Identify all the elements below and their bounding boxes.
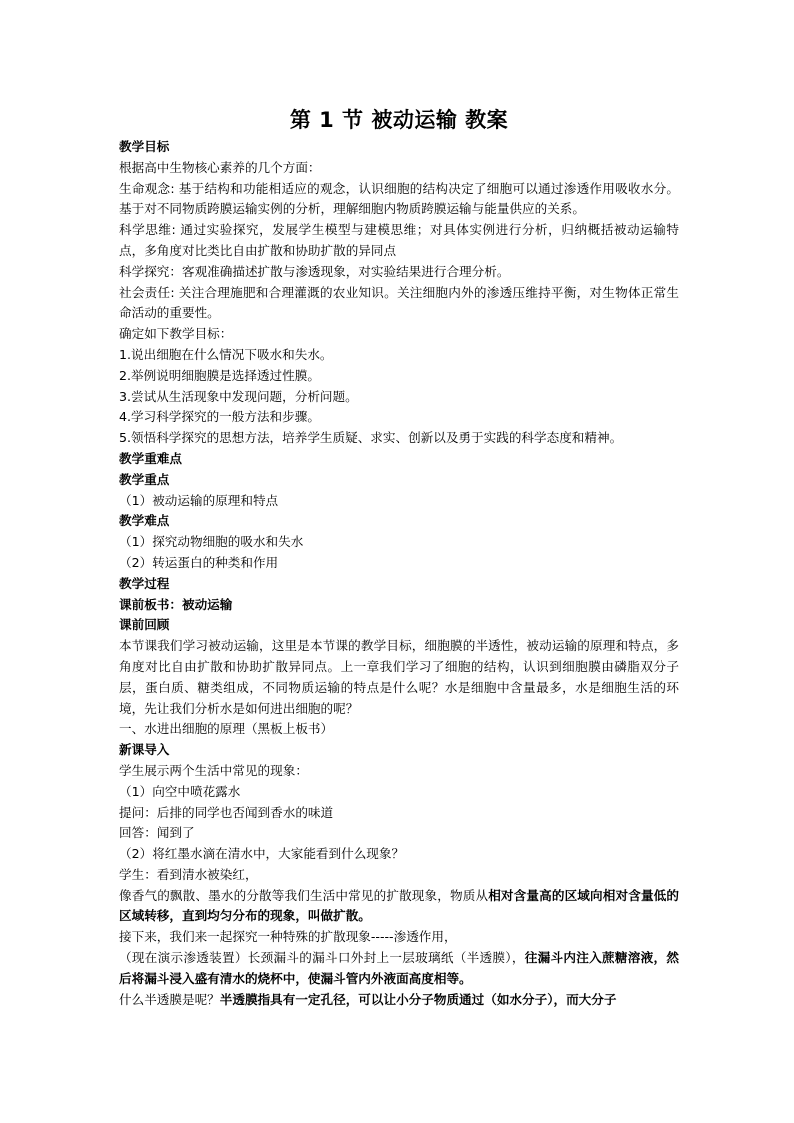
paragraph	[119, 948, 679, 990]
paragraph-text: 根据高中生物核心素养的几个方面：	[119, 159, 321, 175]
paragraph	[119, 283, 679, 325]
paragraph	[119, 823, 679, 844]
document-title: 第 1 节 被动运输 教案	[289, 108, 509, 132]
paragraph-text: （现在演示渗透装置）长颈漏斗的漏斗口外封上一层玻璃纸（半透膜），	[119, 950, 525, 966]
paragraph-text: 科学思维: 通过实验探究，发展学生模型与建模思维；对具体实例进行分析，归纳概括被动运输特点，多角度对比类比自由扩散和协助扩散的异同点	[119, 222, 679, 258]
paragraph-text: 4.学习科学探究的一般方法和步骤。	[119, 409, 320, 425]
paragraph-text: 接下来，我们来一起探究一种特殊的扩散现象-----渗透作用，	[119, 929, 457, 945]
paragraph	[119, 927, 679, 948]
paragraph-text: 学生：看到清水被染红，	[119, 866, 258, 882]
paragraph-text: 5.领悟科学探究的思想方法，培养学生质疑、求实、创新以及勇于实践的科学态度和精神。	[119, 430, 623, 446]
paragraph-text: 课前回顾	[119, 617, 170, 633]
paragraph	[119, 865, 679, 886]
paragraph-text: 确定如下教学目标：	[119, 326, 233, 342]
paragraph	[119, 407, 679, 428]
paragraph-text: 生命观念: 基于结构和功能相适应的观念，认识细胞的结构决定了细胞可以通过渗透作用吸收水分。基于对不同物质跨膜运输实例的分析，理解细胞内物质跨膜运输与能量供应的关系。	[119, 180, 679, 217]
paragraph	[119, 990, 679, 1011]
paragraph-text: 提问：后排的同学也否闻到香水的味道	[119, 804, 334, 820]
bold-text: 半透膜指具有一定孔径，可以让小分子物质通过（如水分子），而大分子	[219, 991, 617, 1007]
paragraph	[119, 491, 679, 512]
paragraph-text: 教学难点	[119, 513, 170, 529]
bold-text: 相对含量高的区域向相对含量低的区域转移，直到均匀分布的现象，叫做扩散。	[119, 887, 680, 924]
paragraph-text: 学生展示两个生活中常见的现象：	[119, 762, 308, 778]
paragraph-text: 本节课我们学习被动运输，这里是本节课的教学目标，细胞膜的半透性，被动运输的原理和特点，多角度对比自由扩散和协助扩散异同点。上一章我们学习了细胞的结构，认识到细胞膜由磷脂双分子层，蛋白质、糖类组成，不同物质运输的特点是什么呢？水是细胞中含量最多，水是细胞生活的环境，先让我们分析水是如何进出细胞的呢？	[119, 638, 679, 716]
section-heading	[119, 511, 679, 532]
section-heading	[119, 740, 679, 761]
paragraph	[119, 387, 679, 408]
paragraph	[119, 719, 679, 740]
paragraph	[119, 366, 679, 387]
document-body	[119, 137, 679, 1010]
paragraph-text: 新课导入	[119, 742, 170, 758]
section-heading	[119, 574, 679, 595]
paragraph	[119, 345, 679, 366]
paragraph	[119, 220, 679, 262]
paragraph-text: （2）转运蛋白的种类和作用	[119, 554, 279, 570]
paragraph	[119, 158, 679, 179]
paragraph-text: 教学目标	[119, 139, 170, 154]
paragraph-text: （1）被动运输的原理和特点	[119, 492, 279, 508]
paragraph	[119, 844, 679, 865]
paragraph-text: 社会责任: 关注合理施肥和合理灌溉的农业知识。关注细胞内外的渗透压维持平衡，对生物体正常生命活动的重要性。	[119, 284, 679, 321]
paragraph-text: 2.举例说明细胞膜是选择透过性膜。	[119, 367, 320, 383]
paragraph	[119, 553, 679, 574]
paragraph	[119, 179, 679, 221]
paragraph-text: （1）探究动物细胞的吸水和失水	[119, 534, 304, 550]
paragraph	[119, 532, 679, 553]
paragraph	[119, 324, 679, 345]
paragraph	[119, 886, 679, 928]
paragraph-text: 回答：闻到了	[119, 825, 195, 841]
bold-text: 往漏斗内注入蔗糖溶液，然后将漏斗浸入盛有清水的烧杯中，使漏斗管内外液面高度相等。	[119, 950, 680, 986]
paragraph-text: （2）将红墨水滴在清水中，大家能看到什么现象？	[119, 846, 405, 862]
paragraph	[119, 262, 679, 283]
paragraph	[119, 803, 679, 824]
section-heading	[119, 595, 679, 616]
section-heading	[119, 137, 679, 158]
paragraph-text: 课前板书：被动运输	[119, 596, 233, 612]
paragraph	[119, 636, 679, 719]
section-heading	[119, 449, 679, 470]
document-page	[119, 100, 679, 1010]
paragraph-text: 教学过程	[119, 575, 170, 591]
paragraph-text: 科学探究：客观准确描述扩散与渗透现象，对实验结果进行合理分析。	[119, 263, 510, 279]
paragraph-text: 像香气的飘散、墨水的分散等我们生活中常见的扩散现象，物质从	[119, 887, 489, 903]
paragraph	[119, 782, 679, 803]
paragraph-text: 教学重难点	[119, 450, 182, 466]
paragraph-text: 1.说出细胞在什么情况下吸水和失水。	[119, 346, 333, 362]
section-heading	[119, 470, 679, 491]
paragraph-text: （1）向空中喷花露水	[119, 783, 241, 799]
paragraph-text: 教学重点	[119, 471, 170, 487]
paragraph	[119, 761, 679, 782]
paragraph-text: 3.尝试从生活现象中发现问题，分析问题。	[119, 388, 358, 404]
paragraph-text: 一、水进出细胞的原理（黑板上板书）	[119, 721, 334, 737]
section-heading	[119, 615, 679, 636]
paragraph-text: 什么半透膜是呢？	[119, 991, 220, 1007]
paragraph	[119, 428, 679, 449]
